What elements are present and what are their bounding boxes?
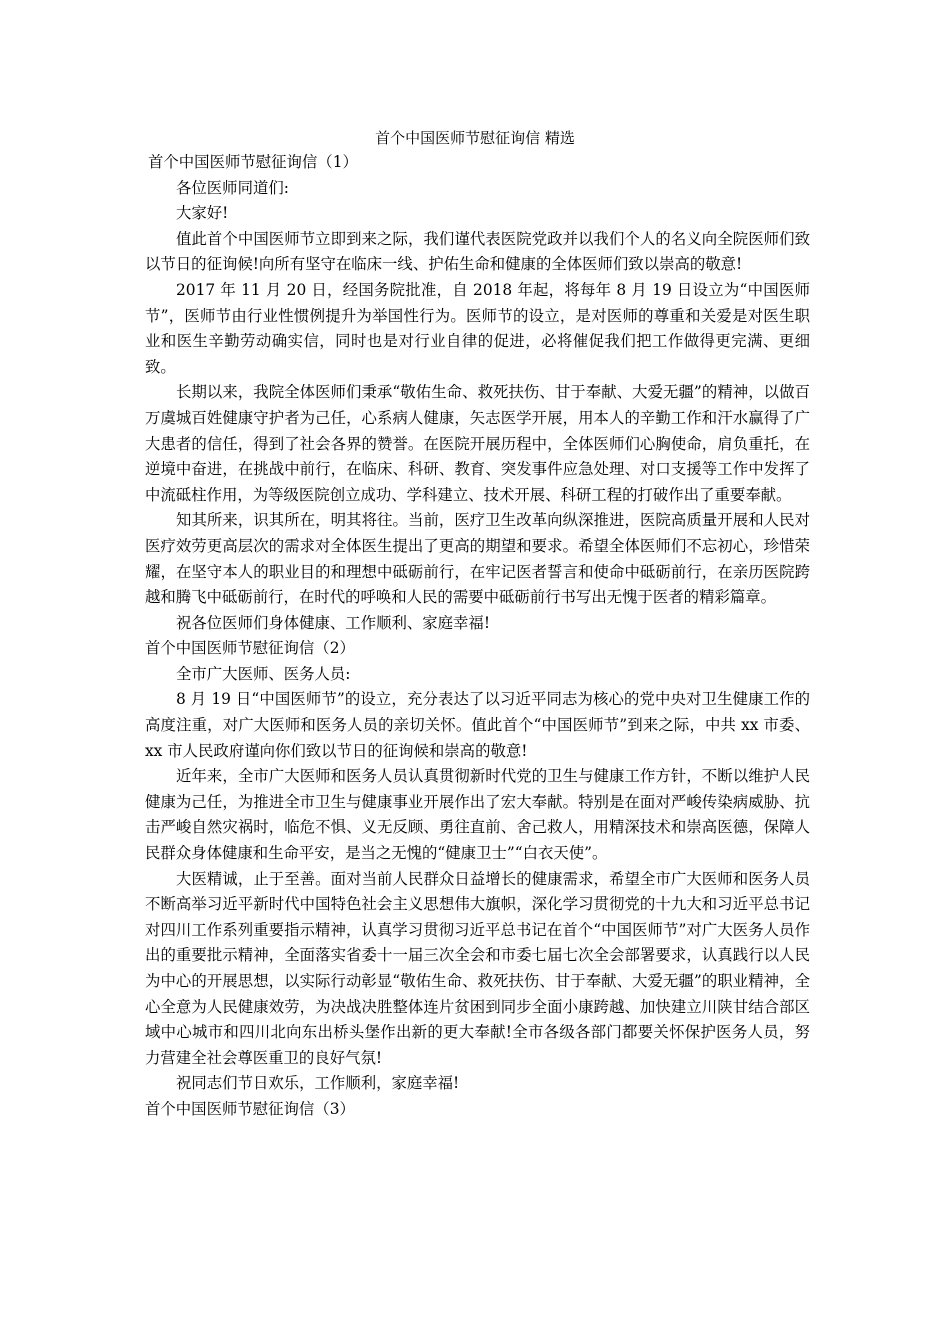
section-1-heading: 首个中国医师节慰征询信（1） — [148, 153, 358, 171]
section-1-salutation: 各位医师同道们: — [176, 178, 289, 197]
section-3-heading: 首个中国医师节慰征询信（3） — [145, 1099, 355, 1118]
section-2-closing: 祝同志们节日欢乐，工作顺利，家庭幸福! — [176, 1074, 460, 1093]
section-1-paragraph: 值此首个中国医师节立即到来之际，我们谨代表医院党政并以我们个人的名义向全院医师们致以节日的征询候!向所有坚守在临床一线、护佑生命和健康的全体医师们致以崇高的敬意! — [145, 229, 810, 274]
section-1-paragraph: 长期以来，我院全体医师们秉承“敬佑生命、救死扶伤、甘于奉献、大爱无疆”的精神，以做百万虞城百姓健康守护者为己任，心系病人健康，矢志医学开展，用本人的辛勤工作和汗水赢得了广大患者的信任，得到了社会各界的赞誉。在医院开展历程中，全体医师们心胸使命，肩负重托，在逆境中奋进，在挑战中前行，在临床、科研、教育、突发事件应急处理、对口支援等工作中发挥了中流砥柱作用，为等级医院创立成功、学科建立、技术开展、科研工程的打破作出了重要奉献。 — [145, 383, 810, 504]
section-2-paragraph: 大医精诚，止于至善。面对当前人民群众日益增长的健康需求，希望全市广大医师和医务人员不断高举习近平新时代中国特色社会主义思想伟大旗帜，深化学习贯彻党的十九大和习近平总书记对四川工作系列重要指示精神，认真学习贯彻习近平总书记在首个“中国医师节”对广大医务人员作出的重要批示精神，全面落实省委十一届三次全会和市委七届七次全会部署要求，认真践行以人民为中心的开展思想，以实际行动彰显“敬佑生命、救死扶伤、甘于奉献、大爱无疆”的职业精神，全心全意为人民健康效劳，为决战决胜整体连片贫困到同步全面小康跨越、加快建立川陕甘结合部区域中心城市和四川北向东出桥头堡作出新的更大奉献!全市各级各部门都要关怀保护医务人员，努力营建全社会尊医重卫的良好气氛! — [145, 869, 810, 1067]
section-2-heading: 首个中国医师节慰征询信（2） — [145, 639, 355, 658]
section-2-paragraph: 近年来，全市广大医师和医务人员认真贯彻新时代党的卫生与健康工作方针，不断以维护人民健康为己任，为推进全市卫生与健康事业开展作出了宏大奉献。特别是在面对严峻传染病威胁、抗击严峻自然灾祸时，临危不惧、义无反顾、勇往直前、舍己救人，用精深技术和崇高医德，保障人民群众身体健康和生命平安，是当之无愧的“健康卫士”“白衣天使”。 — [145, 767, 810, 863]
document-body — [145, 150, 810, 1123]
section-2-salutation: 全市广大医师、医务人员: — [176, 664, 351, 683]
section-1-greeting: 大家好! — [176, 204, 229, 223]
section-1-paragraph: 知其所来，识其所在，明其将往。当前，医疗卫生改革向纵深推进，医院高质量开展和人民对医疗效劳更高层次的需求对全体医生提出了更高的期望和要求。希望全体医师们不忘初心，珍惜荣耀，在坚守本人的职业目的和理想中砥砺前行，在牢记医者誓言和使命中砥砺前行，在亲历医院跨越和腾飞中砥砺前行，在时代的呼唤和人民的需要中砥砺前行书写出无愧于医者的精彩篇章。 — [145, 511, 810, 607]
section-1-paragraph: 2017 年 11 月 20 日，经国务院批准，自 2018 年起，将每年 8 月 19 日设立为“中国医师节”，医师节由行业性惯例提升为举国性行为。医师节的设立，是对医师的尊重和关爱是对医生职业和医生辛勤劳动确实信，同时也是对行业自律的促进，必将催促我们把工作做得更完满、更细致。 — [145, 280, 810, 376]
document-title: 首个中国医师节慰征询信 精选 — [375, 129, 575, 147]
section-2-paragraph: 8 月 19 日“中国医师节”的设立，充分表达了以习近平同志为核心的党中央对卫生健康工作的高度注重，对广大医师和医务人员的亲切关怀。值此首个“中国医师节”到来之际，中共 xx 市委、xx 市人民政府谨向你们致以节日的征询候和崇高的敬意! — [145, 690, 810, 760]
section-1-closing: 祝各位医师们身体健康、工作顺利、家庭幸福! — [176, 613, 490, 632]
